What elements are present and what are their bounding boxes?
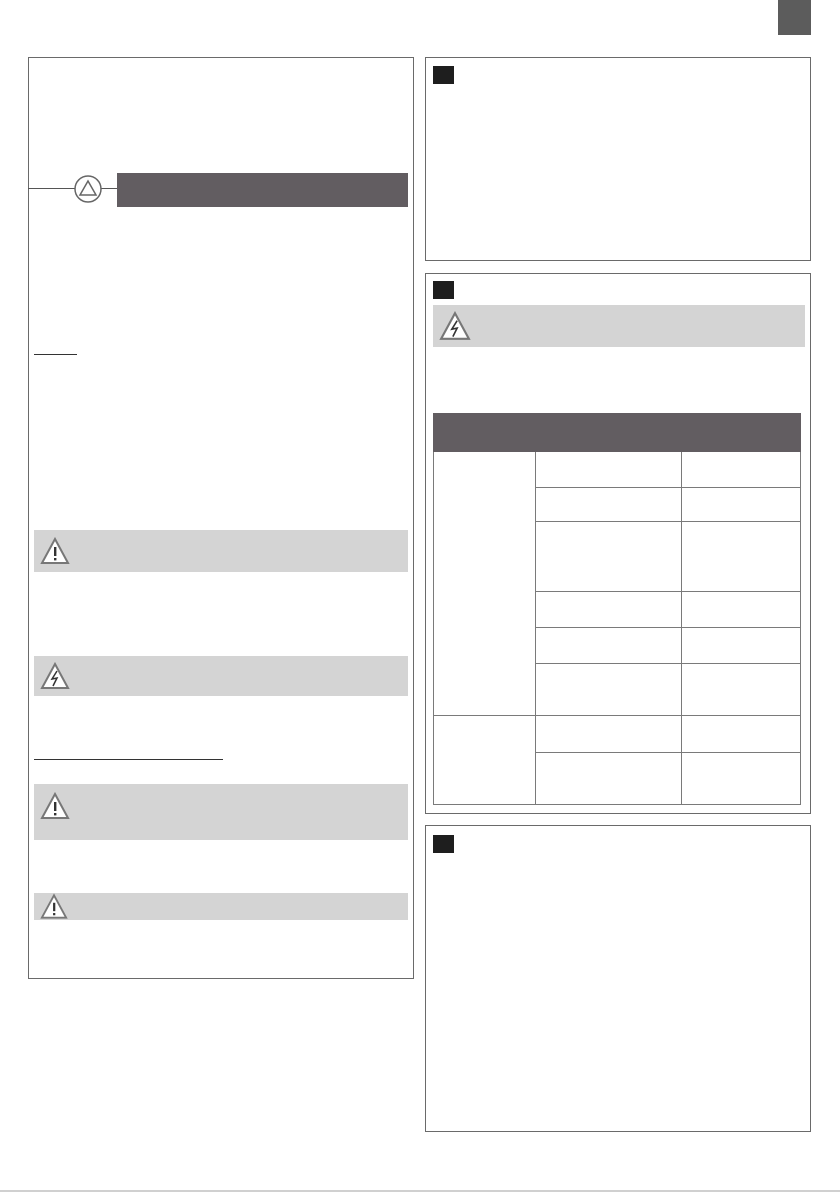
table-cell (536, 488, 682, 522)
electric-shock-icon (40, 662, 70, 690)
spec-table (433, 413, 801, 805)
section-header-bar (117, 173, 408, 207)
table-header-cell (536, 414, 682, 452)
table-group-cell (434, 452, 536, 716)
table-row (434, 452, 801, 488)
table-cell (682, 753, 801, 805)
warning-bar-1 (34, 530, 408, 572)
warning-icon (40, 792, 70, 820)
table-header-cell (682, 414, 801, 452)
table-header-cell (434, 414, 536, 452)
right-panel-bottom (425, 825, 811, 1132)
circle-triangle-icon (73, 174, 103, 204)
table-row (434, 716, 801, 753)
electric-shock-icon (439, 311, 471, 341)
note-label-underline (34, 354, 77, 355)
warning-bar-2 (34, 784, 408, 840)
warning-icon (40, 537, 70, 565)
table-cell (536, 628, 682, 664)
warning-icon (40, 893, 68, 920)
table-cell (536, 452, 682, 488)
table-cell (682, 628, 801, 664)
step-marker (433, 281, 454, 299)
table-cell (682, 452, 801, 488)
table-cell (682, 664, 801, 716)
table-cell (536, 716, 682, 753)
right-panel-top (425, 57, 811, 261)
table-group-cell (434, 716, 536, 805)
step-marker (433, 66, 454, 84)
page-language-tab (778, 0, 811, 35)
table-header-row (434, 414, 801, 452)
table-cell (536, 664, 682, 716)
table-cell (682, 716, 801, 753)
subsection-underline (34, 759, 223, 760)
table-cell (536, 592, 682, 628)
table-cell (682, 522, 801, 592)
table-cell (682, 592, 801, 628)
warning-bar-3 (34, 893, 408, 920)
table-cell (682, 488, 801, 522)
table-cell (536, 522, 682, 592)
table-cell (536, 753, 682, 805)
right-panel-middle (425, 273, 811, 814)
electric-warning-bar (34, 656, 408, 696)
step-marker (433, 835, 454, 853)
left-panel (28, 57, 414, 979)
electric-warning-bar (433, 305, 805, 347)
